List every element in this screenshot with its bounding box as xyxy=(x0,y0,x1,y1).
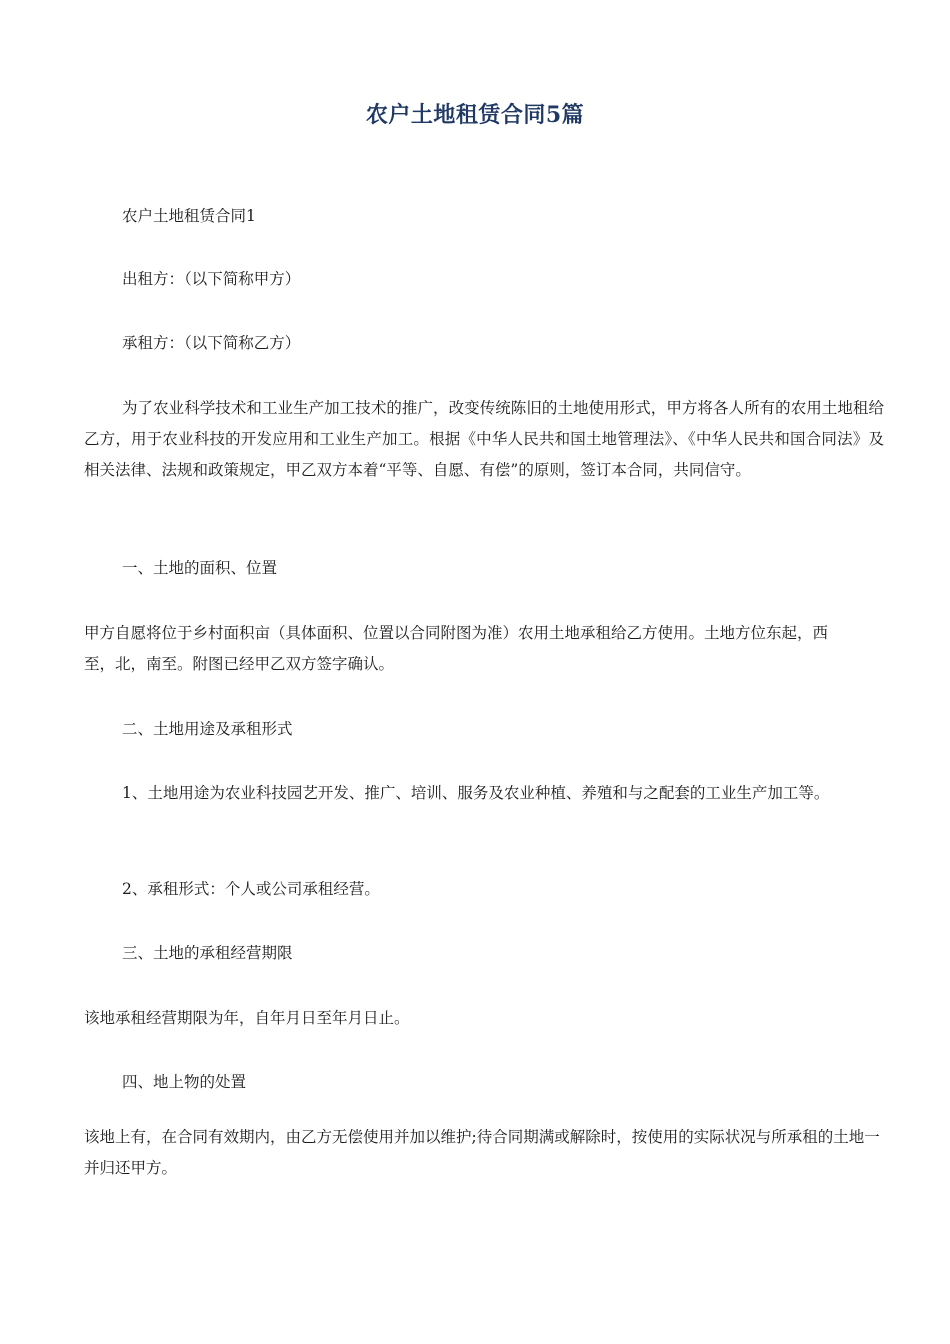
section-heading-4: 四、地上物的处置 xyxy=(122,1073,247,1091)
contract-heading: 农户土地租赁合同1 xyxy=(122,207,256,225)
section-2-item-2: 2、承租形式：个人或公司承租经营。 xyxy=(122,880,380,898)
lessor-line: 出租方：（以下简称甲方） xyxy=(122,270,301,288)
section-1-body: 甲方自愿将位于乡村面积亩（具体面积、位置以合同附图为准）农用土地承租给乙方使用。土地方位东起，西至，北，南至。附图已经甲乙双方签字确认。 xyxy=(84,624,829,673)
lessee-line: 承租方：（以下简称乙方） xyxy=(122,334,301,352)
section-heading-3: 三、土地的承租经营期限 xyxy=(122,944,293,962)
document-title: 农户土地租赁合同5篇 xyxy=(365,102,585,128)
section-2-item-1: 1、土地用途为农业科技园艺开发、推广、培训、服务及农业种植、养殖和与之配套的工业生产加工等。 xyxy=(122,784,830,802)
section-3-body: 该地承租经营期限为年，自年月日至年月日止。 xyxy=(84,1009,410,1027)
preamble-paragraph: 为了农业科学技术和工业生产加工技术的推广，改变传统陈旧的土地使用形式，甲方将各人所有的农用土地租给乙方，用于农业科技的开发应用和工业生产加工。根据《中华人民共和国土地管理法》、《中华人民共和国合同法》及相关法律、法规和政策规定，甲乙双方本着“平等、自愿、有偿”的原则，签订本合同，共同信守。 xyxy=(84,399,884,479)
section-4-body: 该地上有，在合同有效期内，由乙方无偿使用并加以维护;待合同期满或解除时，按使用的实际状况与所承租的土地一并归还甲方。 xyxy=(84,1128,880,1177)
section-heading-1: 一、土地的面积、位置 xyxy=(122,559,278,577)
section-heading-2: 二、土地用途及承租形式 xyxy=(122,720,293,738)
